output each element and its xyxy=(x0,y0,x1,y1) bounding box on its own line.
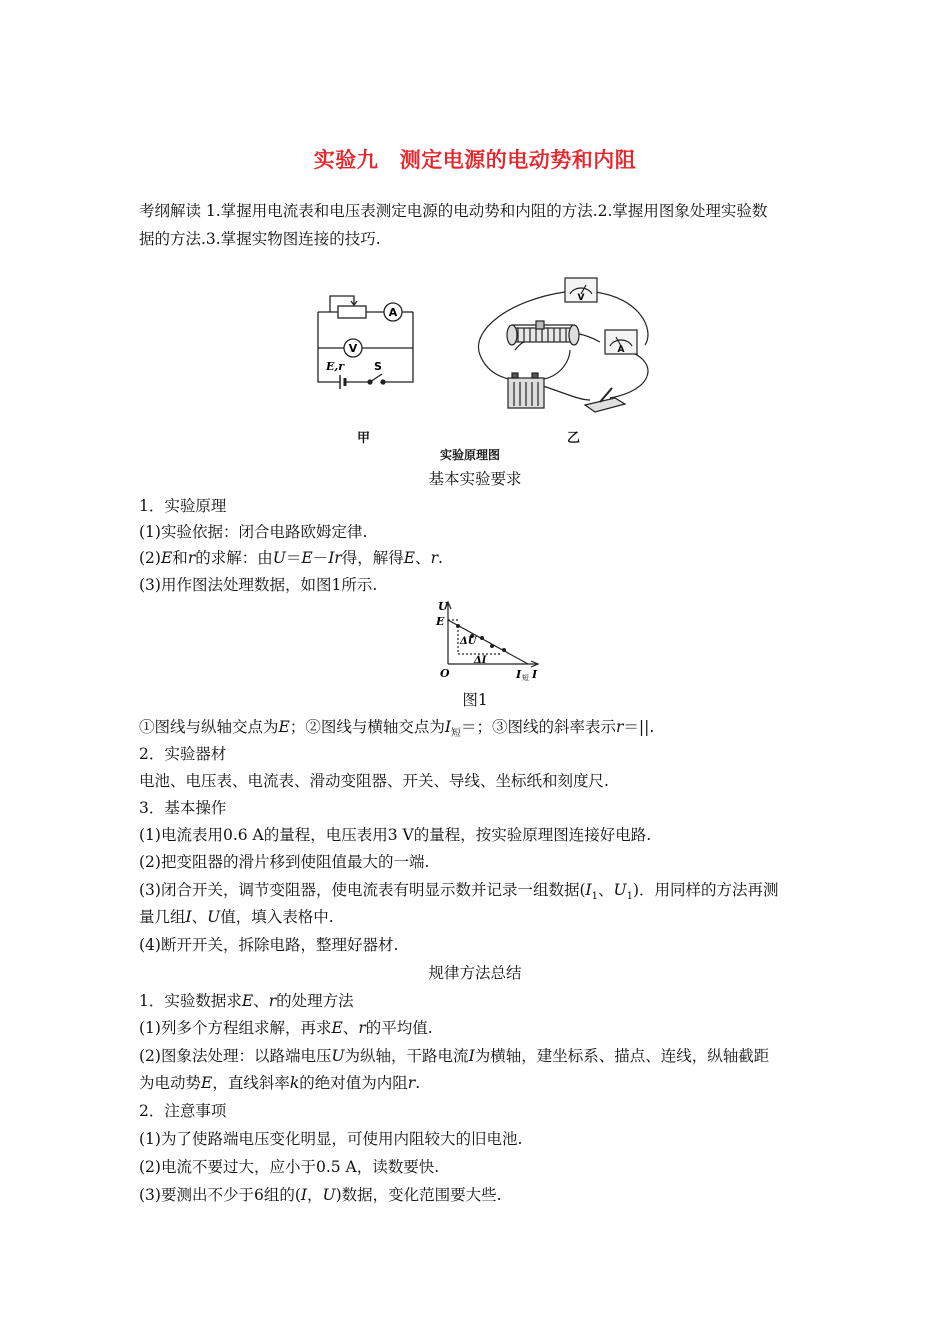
s1-line-3: (3)用作图法处理数据，如图1所示. xyxy=(139,576,378,594)
figure-label-yi: 乙 xyxy=(567,431,581,446)
switch-label: S xyxy=(374,360,382,373)
s3-line-1: (1)电流表用0.6 A的量程，电压表用3 V的量程，按实验原理图连接好电路. xyxy=(139,826,652,844)
device-voltmeter-label: V xyxy=(577,293,585,303)
r1-line-1: (1)列多个方程组求解，再求E、r的平均值. xyxy=(139,1019,433,1037)
section-rules-heading: 规律方法总结 xyxy=(428,964,522,982)
r1-line-3: 为电动势E，直线斜率k的绝对值为内阻r. xyxy=(139,1074,421,1092)
ui-graph-figure-1 xyxy=(430,598,550,686)
delta-u-label: ΔU xyxy=(460,636,477,647)
s2-heading: 2．实验器材 xyxy=(139,745,227,763)
r2-line-1: (1)为了使路端电压变化明显，可使用内阻较大的旧电池. xyxy=(139,1130,523,1148)
section-basic-heading: 基本实验要求 xyxy=(428,470,522,488)
s3-line-4: 量几组I、U值，填入表格中. xyxy=(139,908,334,926)
delta-i-label: ΔI xyxy=(474,655,487,666)
s3-line-2: (2)把变阻器的滑片移到使阻值最大的一端. xyxy=(139,853,430,871)
s1-line-1: (1)实验依据：闭合电路欧姆定律. xyxy=(139,523,368,541)
s3-heading: 3．基本操作 xyxy=(139,799,227,817)
apparatus-sketch-yi xyxy=(470,270,670,420)
x-intercept-subscript: 短 xyxy=(522,674,529,682)
s2-line-1: 电池、电压表、电流表、滑动变阻器、开关、导线、坐标纸和刻度尺. xyxy=(139,772,609,790)
s1-line-4: ①图线与纵轴交点为E；②图线与横轴交点为$I_短=$；③图线的斜率表示r＝||. xyxy=(139,718,655,740)
s3-line-3: (3)闭合开关，调节变阻器，使电流表有明显示数并记录一组数据($I_1$、$U_1$)．用同样的方法再测 xyxy=(139,881,779,903)
figure-label-jia: 甲 xyxy=(357,431,371,446)
x-intercept-label: I xyxy=(516,668,522,681)
source-label: E,r xyxy=(326,360,345,373)
origin-label: O xyxy=(440,667,450,680)
outline-line-1: 考纲解读 1.掌握用电流表和电压表测定电源的电动势和内阻的方法.2.掌握用图象处理实验数 xyxy=(139,202,768,220)
outline-line-2: 据的方法.3.掌握实物图连接的技巧. xyxy=(139,230,381,248)
voltmeter-label: V xyxy=(348,342,358,355)
r2-heading: 2．注意事项 xyxy=(139,1102,227,1120)
y-intercept-label: E xyxy=(436,615,445,628)
r1-line-2: (2)图象法处理：以路端电压U为纵轴，干路电流I为横轴，建坐标系、描点、连线，纵轴截距 xyxy=(139,1047,770,1065)
r2-line-3: (3)要测出不少于6组的(I，U)数据，变化范围要大些. xyxy=(139,1186,502,1204)
s1-heading: 1．实验原理 xyxy=(139,497,227,515)
s1-line-2: (2)E和r的求解：由U＝E－Ir得，解得E、r. xyxy=(139,549,443,567)
x-axis-label: I xyxy=(532,668,538,681)
s3-line-5: (4)断开开关，拆除电路，整理好器材. xyxy=(139,936,399,954)
y-axis-label: U xyxy=(438,600,448,613)
ammeter-label: A xyxy=(388,306,398,319)
page-title: 实验九 测定电源的电动势和内阻 xyxy=(313,148,637,172)
r2-line-2: (2)电流不要过大，应小于0.5 A，读数要快. xyxy=(139,1158,440,1176)
device-ammeter-label: A xyxy=(617,345,625,355)
figure-1-caption: 图1 xyxy=(462,691,488,709)
figure-caption-principle: 实验原理图 xyxy=(440,448,501,462)
circuit-diagram-jia xyxy=(310,292,420,402)
r1-heading: 1．实验数据求E、r的处理方法 xyxy=(139,992,354,1010)
